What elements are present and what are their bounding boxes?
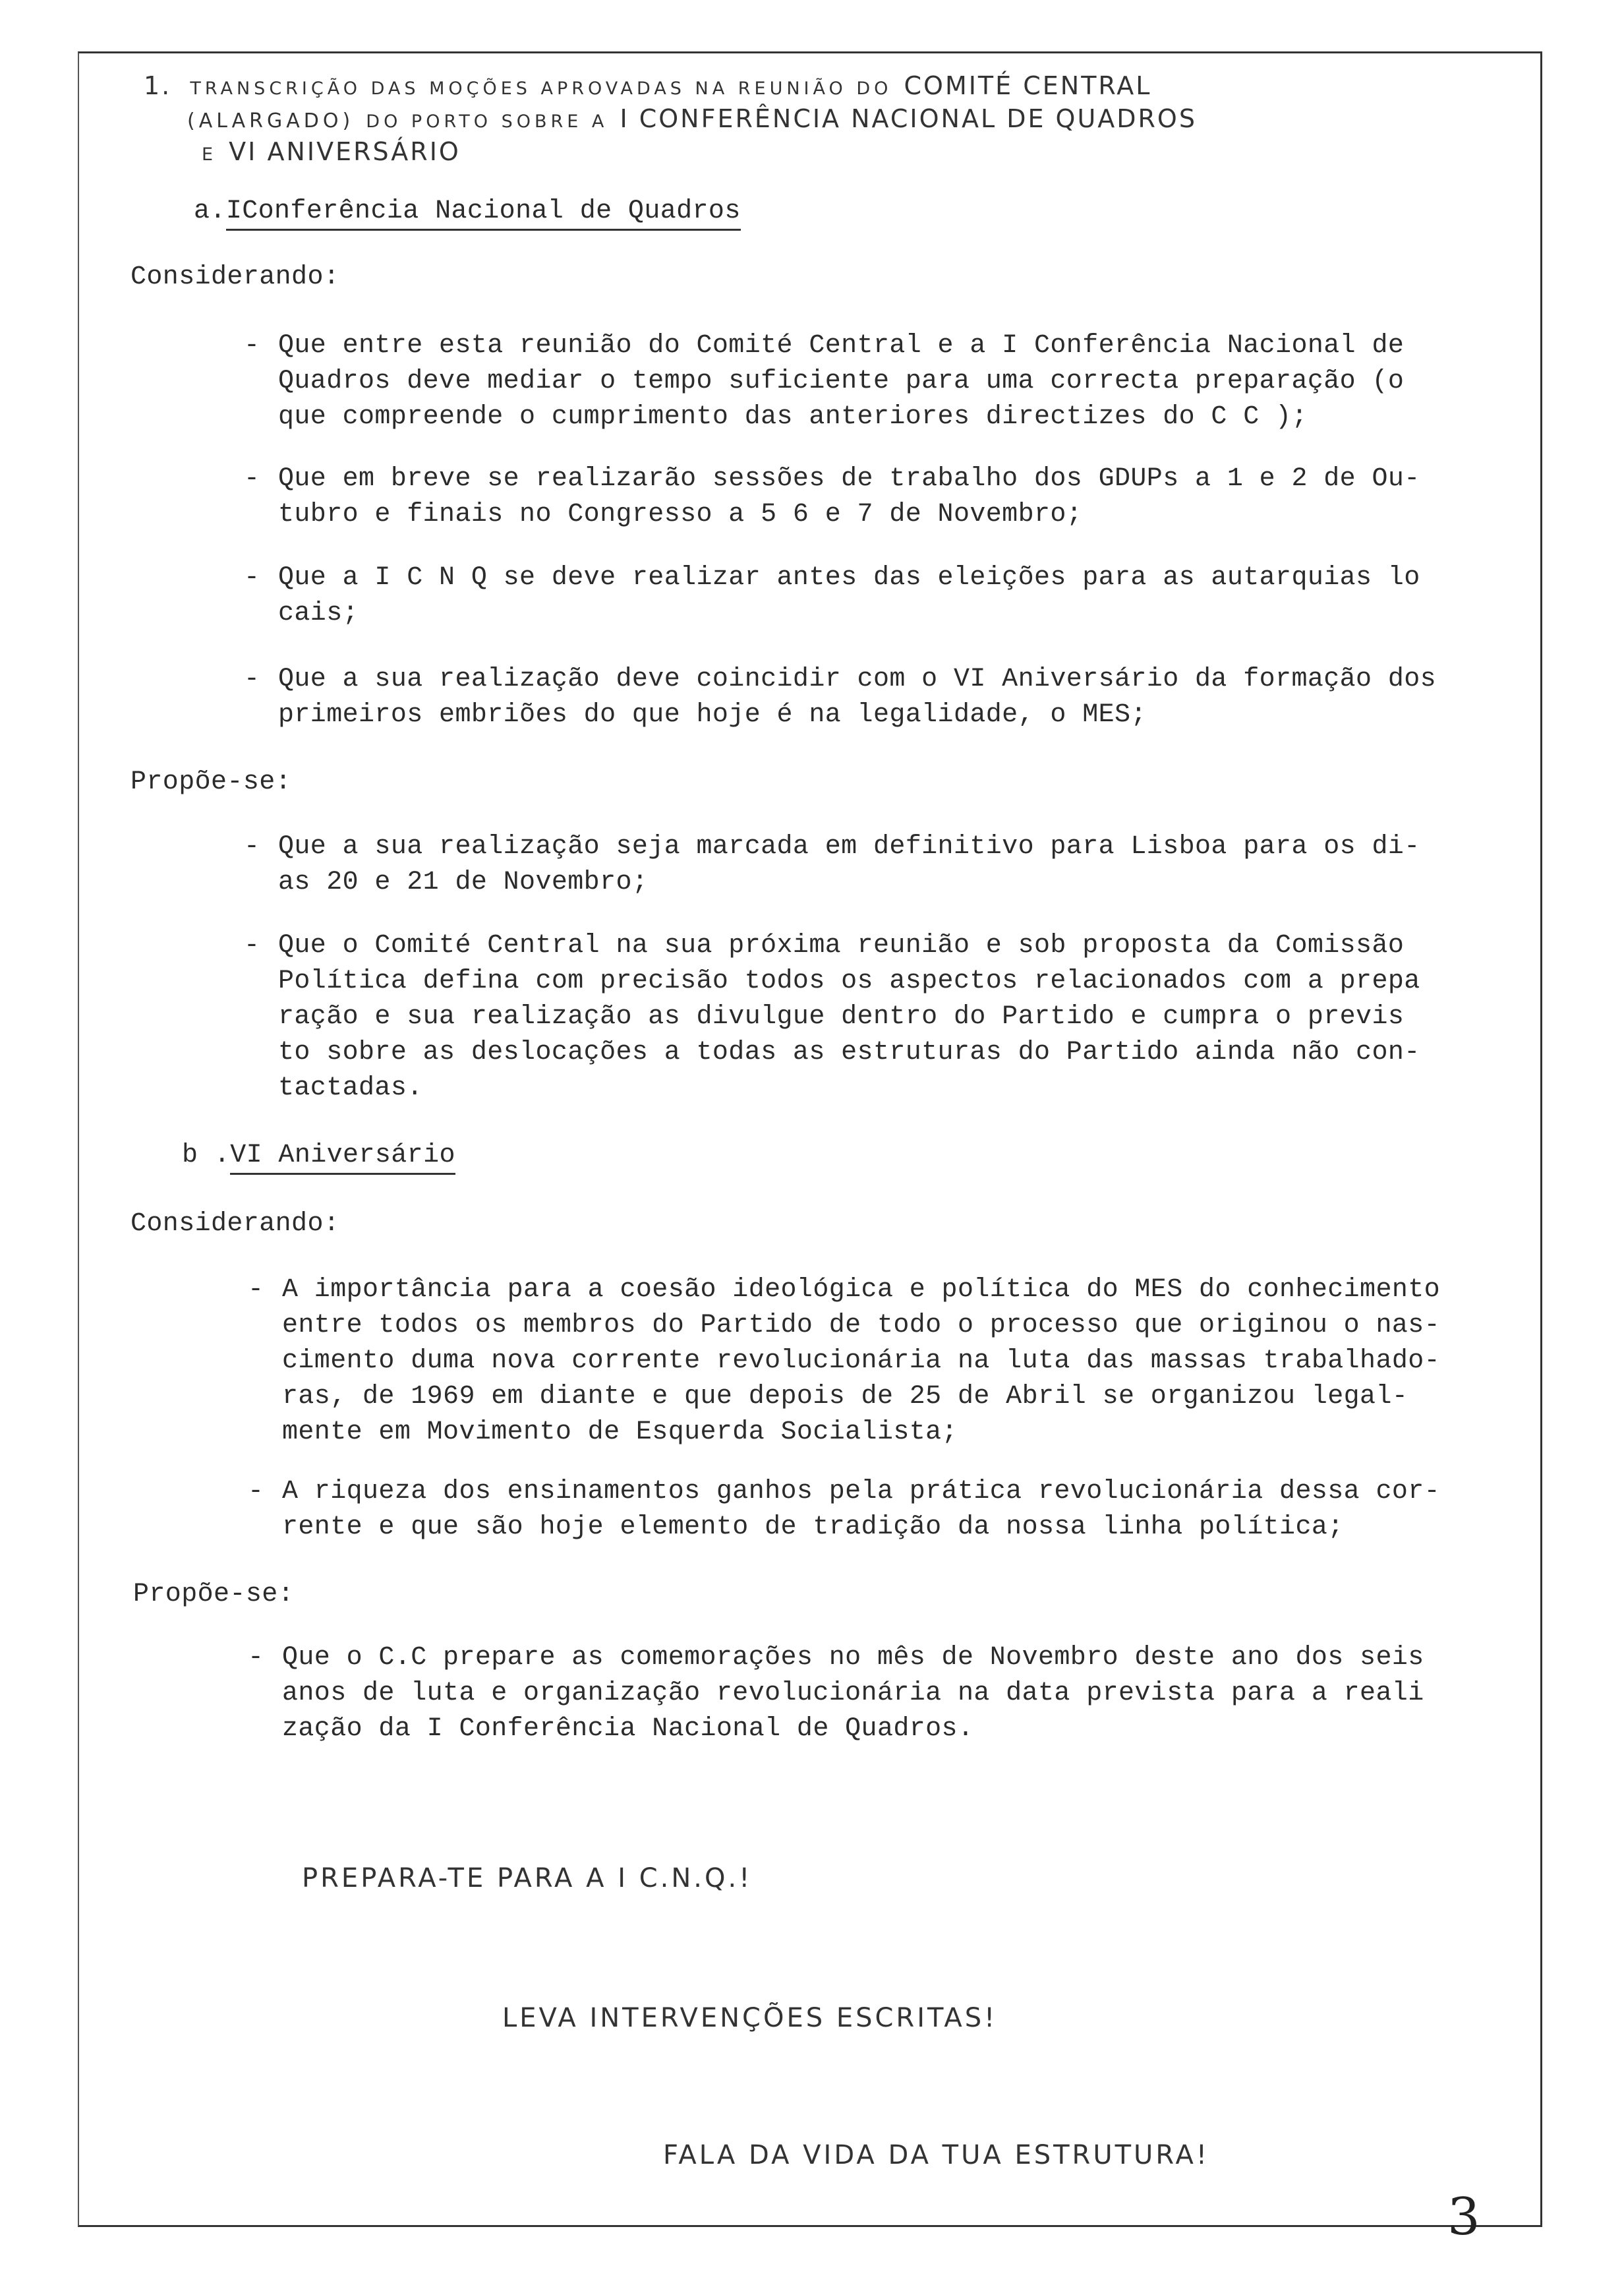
slogan-interventions: LEVA INTERVENÇÕES ESCRITAS! [502,2003,998,2033]
section-a-considering-label: Considerando: [130,262,340,292]
section-a-considering-item-3 [244,560,1420,632]
header-line-3-small: E [202,144,218,165]
item-line: to sobre as deslocações a todas as estruturas do Partido ainda não con- [278,1038,1420,1067]
bullet-dash: - [248,1643,264,1673]
bullet-dash: - [244,331,260,361]
item-line: anos de luta e organização revolucionária na data prevista para a reali [282,1679,1424,1708]
item-line: zação da I Conferência Nacional de Quadros. [282,1714,974,1744]
item-line: Política defina com precisão todos os aspectos relacionados com a prepa [278,966,1420,996]
item-line: Que o Comité Central na sua próxima reunião e sob proposta da Comissão [278,931,1405,961]
item-line: Que a I C N Q se deve realizar antes das eleições para as autarquias lo [278,563,1420,593]
section-b-proposes-item-1 [248,1640,1424,1747]
item-line: Quadros deve mediar o tempo suficiente para uma correcta preparação (o [278,367,1405,396]
section-a-heading [194,194,741,229]
item-line: rente e que são hoje elemento de tradição da nossa linha política; [282,1512,1344,1542]
item-line: mente em Movimento de Esquerda Socialista; [282,1417,958,1447]
section-a-proposes-item-2 [244,928,1420,1106]
header-line-1-small: TRANSCRIÇÃO DAS MOÇÕES APROVADAS NA REUNIÃO DO [190,78,892,99]
item-line: cimento duma nova corrente revolucionária na luta das massas trabalhado- [282,1346,1441,1376]
item-line: Que a sua realização seja marcada em definitivo para Lisboa para os di- [278,832,1420,862]
bullet-dash: - [244,931,260,961]
section-b-title: VI Aniversário [230,1141,455,1175]
section-a-proposes-label: Propõe-se: [130,767,292,797]
section-b-label: b . [182,1141,231,1170]
header-line-3-large: VI ANIVERSÁRIO [229,137,461,166]
header-line-2-paren: (ALARGADO) [187,109,355,133]
section-b-considering-item-1 [248,1272,1441,1450]
item-line: Que a sua realização deve coincidir com o VI Aniversário da formação dos [278,665,1437,694]
item-line: ração e sua realização as divulgue dentro do Partido e cumpra o previs [278,1002,1405,1032]
header-line-1 [144,71,1151,100]
section-a-considering-item-1 [244,328,1405,435]
item-line: entre todos os membros do Partido de todo o processo que originou o nas- [282,1311,1441,1340]
header-line-2-large: I CONFERÊNCIA NACIONAL DE QUADROS [620,104,1197,133]
item-line: ras, de 1969 em diante e que depois de 25 de Abril se organizou legal- [282,1382,1408,1412]
item-line: tactadas. [278,1073,423,1103]
item-line: que compreende o cumprimento das anteriores directizes do C C ); [278,402,1308,432]
item-line: Que em breve se realizarão sessões de trabalho dos GDUPs a 1 e 2 de Ou- [278,464,1420,494]
header-line-1-large: COMITÉ CENTRAL [904,71,1152,100]
bullet-dash: - [248,1477,264,1506]
section-a-label: a. [194,196,226,226]
section-a-proposes-item-1 [244,829,1420,901]
bullet-dash: - [244,563,260,593]
section-b-proposes-label: Propõe-se: [133,1580,295,1609]
slogan-structure: FALA DA VIDA DA TUA ESTRUTURA! [663,2140,1209,2170]
header-line-2 [187,104,1197,133]
bullet-dash: - [244,464,260,494]
page-number: 3 [1447,2187,1480,2247]
item-line: primeiros embriões do que hoje é na legalidade, o MES; [278,700,1147,730]
header-line-2-small: DO PORTO SOBRE A [366,111,608,132]
bullet-dash: - [244,665,260,694]
bullet-dash: - [244,832,260,862]
section-a-title: IConferência Nacional de Quadros [226,196,741,231]
header-line-3 [202,137,461,166]
item-line: cais; [278,599,359,628]
section-b-considering-label: Considerando: [130,1209,340,1239]
section-b-heading [182,1138,455,1174]
section-a-considering-item-4 [244,662,1437,733]
item-line: as 20 e 21 de Novembro; [278,868,649,897]
bullet-dash: - [248,1275,264,1305]
section-a-considering-item-2 [244,461,1420,533]
slogan-prepare: PREPARA-TE PARA A I C.N.Q.! [302,1863,753,1893]
item-line: tubro e finais no Congresso a 5 6 e 7 de Novembro; [278,500,1083,529]
item-line: Que o C.C prepare as comemorações no mês de Novembro deste ano dos seis [282,1643,1424,1673]
section-b-considering-item-2 [248,1474,1441,1545]
item-line: A riqueza dos ensinamentos ganhos pela prática revolucionária dessa cor- [282,1477,1441,1506]
item-line: Que entre esta reunião do Comité Central e a I Conferência Nacional de [278,331,1405,361]
header-number: 1. [144,71,172,100]
item-line: A importância para a coesão ideológica e política do MES do conhecimento [282,1275,1441,1305]
